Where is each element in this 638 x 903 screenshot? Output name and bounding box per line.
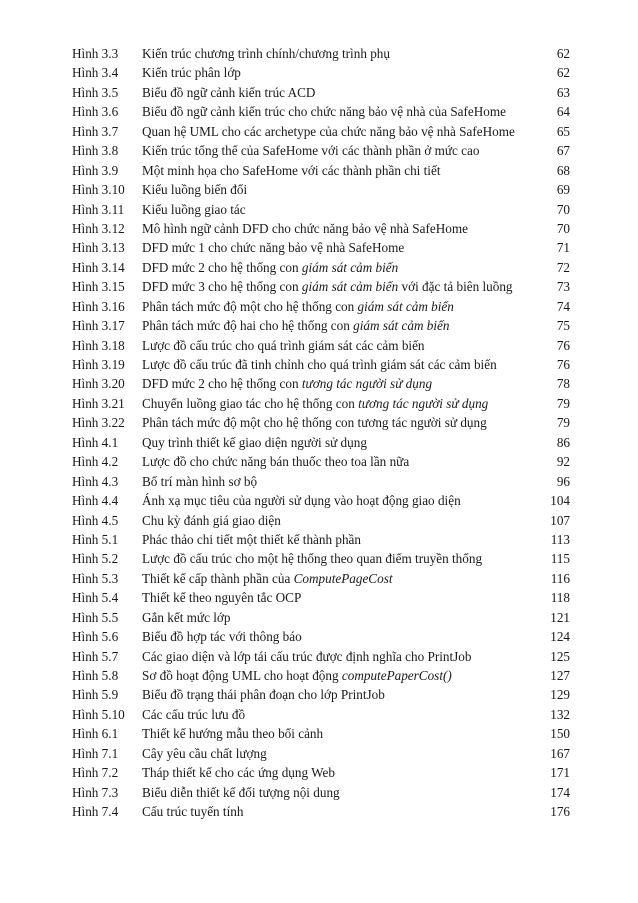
figure-number: Hình 3.13: [72, 240, 125, 256]
figure-page-number: 71: [556, 240, 570, 256]
figure-number: Hình 7.2: [72, 765, 119, 781]
figure-title-text: Biểu đồ trạng thái phân đoạn cho lớp PrintJob: [142, 687, 385, 703]
figure-page-number: 121: [550, 609, 570, 625]
figure-number: Hình 5.1: [72, 531, 119, 547]
figure-entry: [72, 685, 570, 704]
figure-title: [142, 491, 536, 510]
figure-number: Hình 4.1: [72, 434, 119, 450]
figure-title-text: Sơ đồ hoạt động UML cho hoạt động: [142, 668, 342, 683]
figure-number: Hình 3.11: [72, 201, 125, 217]
figure-title: [142, 802, 536, 821]
figure-title: [142, 433, 536, 452]
figure-number: Hình 3.5: [72, 84, 119, 100]
figure-entry: [72, 161, 570, 180]
figure-entry: [72, 802, 570, 821]
figure-title: [142, 763, 536, 782]
figure-entry: [72, 783, 570, 802]
figure-entry: [72, 394, 570, 413]
figure-number: Hình 3.18: [72, 337, 125, 353]
figure-entry: [72, 413, 570, 432]
figure-entry: [72, 219, 570, 238]
figure-page-number: 70: [556, 201, 570, 217]
figure-entry: [72, 724, 570, 743]
figure-number: Hình 3.3: [72, 46, 119, 61]
figure-page-number: 62: [556, 46, 570, 61]
figure-number: Hình 3.8: [72, 143, 119, 159]
figure-title-text: Phân tách mức độ một cho hệ thống con: [142, 298, 358, 314]
figure-entry: [72, 744, 570, 763]
figure-page-number: 118: [550, 590, 570, 606]
figure-title-text: Kiến trúc chương trình chính/chương trình phụ: [142, 46, 390, 61]
figure-title: [142, 316, 536, 335]
figure-title-text: Kiểu luồng biến đổi: [142, 182, 248, 198]
figure-title: [142, 102, 536, 121]
figure-page-number: 115: [550, 551, 570, 567]
figure-page-number: 72: [556, 259, 570, 275]
figure-title-text: Phân tách mức độ hai cho hệ thống con: [142, 318, 354, 334]
figure-title-text: Lược đồ cấu trúc đã tinh chỉnh cho quá trình giám sát các cảm biến: [142, 357, 497, 372]
figure-title-italic: computePaperCost(): [341, 668, 452, 683]
figure-page-number: 76: [556, 337, 570, 353]
figure-page-number: 79: [556, 395, 570, 411]
figure-title-text: Quy trình thiết kế giao diện người sử dụng: [142, 434, 367, 450]
figure-number: Hình 7.3: [72, 784, 119, 800]
figure-title: [142, 472, 536, 491]
figure-title: [142, 63, 536, 82]
figure-page-number: 65: [556, 123, 570, 139]
figure-title-text: Cấu trúc tuyến tính: [142, 804, 244, 820]
figure-entry: [72, 277, 570, 296]
figure-title: [142, 511, 536, 530]
figure-page-number: 174: [550, 784, 570, 800]
figure-page-number: 171: [550, 765, 570, 781]
figure-title-text: Kiến trúc phân lớp: [142, 65, 241, 81]
figure-page-number: 74: [556, 298, 570, 314]
figure-number: Hình 5.3: [72, 570, 119, 586]
figure-entry: [72, 63, 570, 82]
figure-title: [142, 569, 536, 588]
figure-title-text: Thiết kế cấp thành phần của: [142, 570, 294, 586]
figure-title: [142, 647, 536, 666]
figure-title-text: Mô hình ngữ cảnh DFD cho chức năng bảo vệ nhà SafeHome: [142, 220, 468, 236]
figure-number: Hình 7.1: [72, 745, 119, 761]
figure-number: Hình 3.12: [72, 220, 125, 236]
figure-title: [142, 394, 536, 413]
figure-title-text: Lược đồ cấu trúc cho một hệ thống theo quan điểm truyền thống: [142, 551, 483, 567]
figure-title: [142, 666, 536, 685]
figure-entry: [72, 238, 570, 257]
figure-entry: [72, 141, 570, 160]
figure-page-number: 129: [550, 687, 570, 703]
figure-number: Hình 3.15: [72, 279, 125, 295]
figure-entry: [72, 627, 570, 646]
figure-number: Hình 3.19: [72, 357, 125, 372]
figure-entry: [72, 549, 570, 568]
figure-number: Hình 5.6: [72, 629, 119, 645]
figure-number: Hình 5.9: [72, 687, 119, 703]
figure-page-number: 64: [556, 104, 570, 120]
figure-title-italic: ComputePageCost: [293, 570, 393, 586]
figure-title-italic: tương tác người sử dụng: [358, 395, 489, 411]
figure-title-text: Biểu đồ hợp tác với thông báo: [142, 629, 302, 645]
figure-title-italic: giám sát cảm biến: [357, 298, 454, 314]
figure-page-number: 68: [556, 162, 570, 178]
figure-number: Hình 3.20: [72, 376, 125, 392]
figure-number: Hình 3.4: [72, 65, 119, 81]
figure-number: Hình 6.1: [72, 726, 119, 742]
figure-number: Hình 4.5: [72, 512, 119, 528]
figure-title-italic: tương tác người sử dụng: [301, 376, 433, 392]
figure-title: [142, 549, 536, 568]
figure-title-text: Biểu đồ ngữ cảnh kiến trúc cho chức năng bảo vệ nhà của SafeHome: [142, 104, 507, 120]
figure-page-number: 96: [556, 473, 570, 489]
figure-title: [142, 141, 536, 160]
figure-number: Hình 5.10: [72, 706, 125, 722]
figure-title-text: Biểu diễn thiết kế đối tượng nội dung: [142, 784, 340, 800]
figure-title-text: Quan hệ UML cho các archetype của chức năng bảo vệ nhà SafeHome: [142, 123, 515, 139]
figure-page-number: 124: [550, 629, 570, 645]
figure-entry: [72, 647, 570, 666]
figure-entry: [72, 83, 570, 102]
figure-title-text: Các cấu trúc lưu đồ: [142, 706, 246, 722]
figure-entry: [72, 44, 570, 63]
figure-entry: [72, 355, 570, 374]
figure-page-number: 104: [550, 493, 570, 509]
figure-number: Hình 3.14: [72, 259, 125, 275]
figure-title: [142, 685, 536, 704]
figure-number: Hình 3.22: [72, 415, 125, 431]
figure-entry: [72, 511, 570, 530]
figure-title: [142, 219, 536, 238]
figure-title-text: Kiến trúc tổng thể của SafeHome với các thành phần ở mức cao: [142, 143, 480, 159]
figure-page-number: 86: [556, 434, 570, 450]
figure-title: [142, 297, 536, 316]
figure-title-text: DFD mức 3 cho hệ thống con: [142, 279, 302, 295]
figure-page-number: 176: [550, 804, 570, 820]
figure-title: [142, 608, 536, 627]
figure-number: Hình 3.7: [72, 123, 119, 139]
figure-page-number: 107: [550, 512, 570, 528]
figure-page-number: 132: [550, 706, 570, 722]
figure-entry: [72, 102, 570, 121]
figure-entry: [72, 433, 570, 452]
figure-page-number: 150: [550, 726, 570, 742]
figure-title: [142, 44, 536, 63]
figure-number: Hình 4.3: [72, 473, 119, 489]
figure-number: Hình 3.6: [72, 104, 119, 120]
figure-title: [142, 180, 536, 199]
figure-number: Hình 5.7: [72, 648, 119, 664]
figure-page-number: 167: [550, 745, 570, 761]
figure-page-number: 79: [556, 415, 570, 431]
figure-entry: [72, 530, 570, 549]
figure-page-number: 62: [556, 65, 570, 81]
figure-title-text: Thiết kế theo nguyên tắc OCP: [142, 590, 302, 606]
figure-title: [142, 588, 536, 607]
figure-page-number: 69: [556, 182, 570, 198]
figure-number: Hình 5.4: [72, 590, 119, 606]
figure-entry: [72, 588, 570, 607]
figure-entry: [72, 258, 570, 277]
figure-number: Hình 5.5: [72, 609, 119, 625]
figure-number: Hình 3.10: [72, 182, 125, 198]
figure-title: [142, 277, 536, 296]
figure-title-text: Phân tách mức độ một cho hệ thống con tương tác người sử dụng: [142, 415, 487, 431]
figure-title-text: Lược đồ cấu trúc cho quá trình giám sát các cảm biến: [142, 337, 425, 353]
figure-title-italic: giám sát cảm biến: [353, 318, 450, 334]
figure-entry: [72, 336, 570, 355]
figure-number: Hình 5.8: [72, 668, 119, 683]
figure-entry: [72, 200, 570, 219]
figure-title-text: Chuyển luồng giao tác cho hệ thống con: [142, 395, 359, 411]
figure-entry: [72, 316, 570, 335]
figure-title-text: DFD mức 2 cho hệ thống con: [142, 376, 302, 392]
figure-title-text: Lược đồ cho chức năng bán thuốc theo toa lần nữa: [142, 454, 410, 470]
figure-title: [142, 200, 536, 219]
figure-title: [142, 413, 536, 432]
figure-title-text: với đặc tả biên luồng: [398, 279, 513, 295]
figure-page-number: 113: [550, 531, 570, 547]
figure-title: [142, 355, 536, 374]
figure-title-text: Gắn kết mức lớp: [142, 609, 231, 625]
figure-entry: [72, 297, 570, 316]
figure-title-text: Cây yêu cầu chất lượng: [142, 745, 267, 761]
figure-page-number: 76: [556, 357, 570, 372]
figure-number: Hình 3.16: [72, 298, 125, 314]
figure-number: Hình 3.21: [72, 395, 125, 411]
figure-title-text: DFD mức 2 cho hệ thống con: [142, 259, 302, 275]
figure-title-text: DFD mức 1 cho chức năng bảo vệ nhà SafeHome: [142, 240, 405, 256]
figure-title: [142, 238, 536, 257]
figure-title: [142, 336, 536, 355]
figure-number: Hình 4.4: [72, 493, 119, 509]
figure-title-text: Tháp thiết kế cho các ứng dụng Web: [142, 765, 335, 781]
figure-title: [142, 83, 536, 102]
figure-title-text: Một minh họa cho SafeHome với các thành phần chi tiết: [142, 162, 441, 178]
figure-title-text: Kiểu luồng giao tác: [142, 201, 246, 217]
figure-number: Hình 4.2: [72, 454, 119, 470]
figure-title-italic: giám sát cảm biến: [301, 259, 399, 275]
figure-title-text: Ánh xạ mục tiêu của người sử dụng vào hoạt động giao diện: [142, 493, 461, 509]
figure-number: Hình 7.4: [72, 804, 119, 820]
figure-page-number: 73: [556, 279, 570, 295]
figure-title: [142, 258, 536, 277]
figure-number: Hình 5.2: [72, 551, 119, 567]
list-of-figures: [72, 44, 570, 822]
figure-number: Hình 3.17: [72, 318, 125, 334]
figure-entry: [72, 705, 570, 724]
figure-title-text: Thiết kế hướng mẫu theo bối cảnh: [142, 726, 324, 742]
figure-page-number: 125: [550, 648, 570, 664]
figure-title: [142, 122, 536, 141]
figure-entry: [72, 608, 570, 627]
figure-title-text: Biểu đồ ngữ cảnh kiến trúc ACD: [142, 84, 316, 100]
figure-number: Hình 3.9: [72, 162, 119, 178]
figure-title: [142, 627, 536, 646]
figure-page-number: 92: [556, 454, 570, 470]
figure-title-italic: giám sát cảm biến: [301, 279, 399, 295]
figure-title: [142, 161, 536, 180]
figure-page-number: 67: [556, 143, 570, 159]
figure-title: [142, 724, 536, 743]
figure-title: [142, 783, 536, 802]
figure-entry: [72, 666, 570, 685]
figure-title-text: Các giao diện và lớp tái cấu trúc được định nghĩa cho PrintJob: [142, 648, 472, 664]
figure-title: [142, 374, 536, 393]
figure-entry: [72, 452, 570, 471]
figure-title: [142, 744, 536, 763]
figure-entry: [72, 491, 570, 510]
figure-entry: [72, 763, 570, 782]
figure-title: [142, 452, 536, 471]
figure-entry: [72, 122, 570, 141]
figure-title-text: Chu kỳ đánh giá giao diện: [142, 512, 281, 528]
figure-title-text: Phác thảo chi tiết một thiết kế thành phần: [142, 531, 362, 547]
figure-page-number: 78: [556, 376, 570, 392]
figure-page-number: 127: [550, 668, 570, 683]
figure-entry: [72, 374, 570, 393]
figure-title: [142, 530, 536, 549]
figure-entry: [72, 180, 570, 199]
figure-entry: [72, 472, 570, 491]
figure-title-text: Bố trí màn hình sơ bộ: [142, 473, 258, 489]
figure-title: [142, 705, 536, 724]
figure-page-number: 116: [550, 570, 570, 586]
figure-page-number: 70: [556, 220, 570, 236]
figure-page-number: 75: [556, 318, 570, 334]
figure-entry: [72, 569, 570, 588]
figure-page-number: 63: [556, 84, 570, 100]
